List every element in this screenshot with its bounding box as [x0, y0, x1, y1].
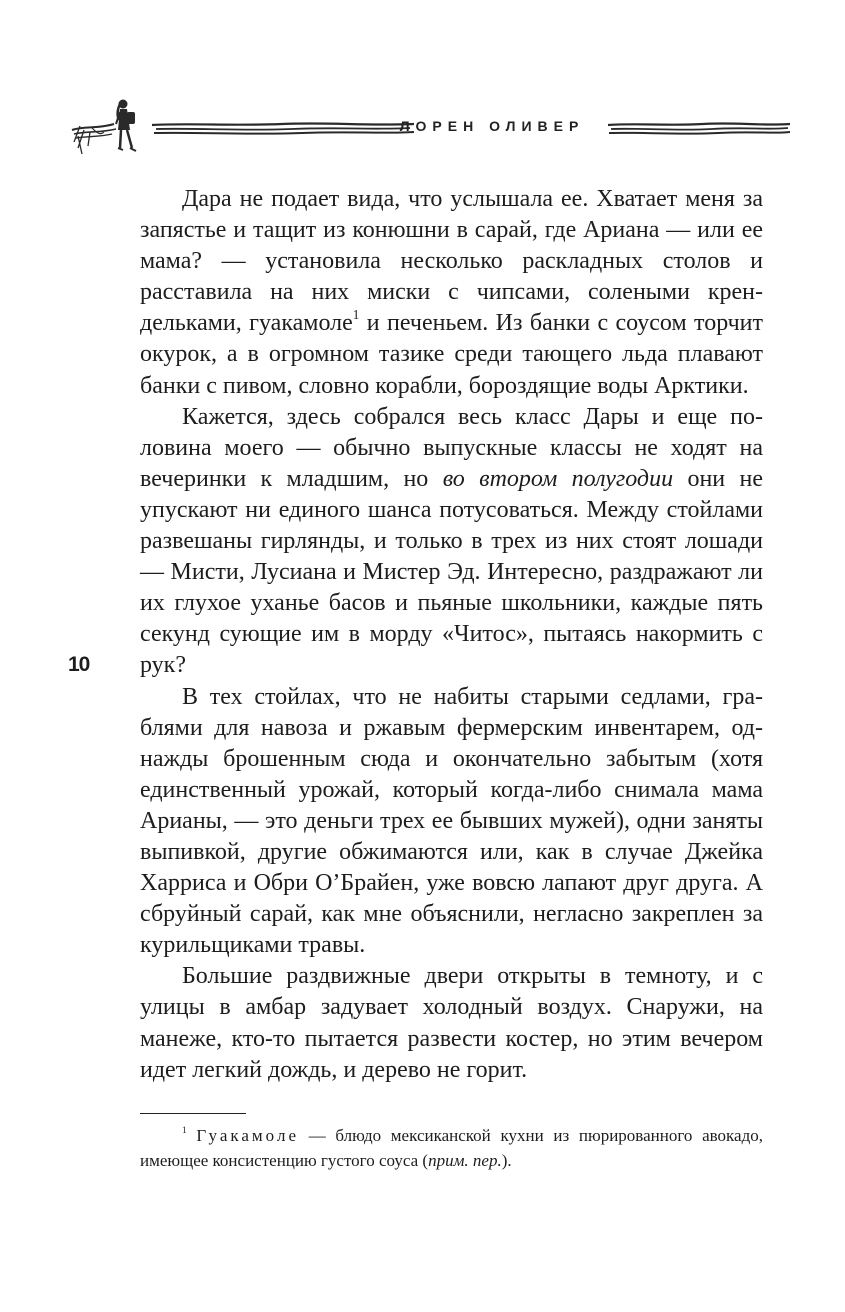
footnote-divider: [140, 1113, 246, 1114]
paragraph-text: Кажется, здесь собрался весь класс Дары и еще половина моего — обычно выпускные классы не ходят на вечеринки к младшим, но: [140, 403, 763, 492]
footnote-marker: 1: [182, 1126, 187, 1137]
footnote-reference: 1: [352, 307, 360, 323]
paragraph: [140, 682, 763, 962]
girl-with-backpack-icon: [70, 96, 148, 168]
paragraph-text: Дара не подает вида, что услышала ее. Хватает меня за запястье и тащит из конюшни в сарай, где Ариана — или ее мама? — установила несколько раскладных столов и расставила на них миски с чипсами, солеными крендельками, гуакамоле: [140, 186, 763, 337]
page-number: 10: [68, 653, 90, 676]
paragraph-text: В тех стойлах, что не набиты старыми седлами, граблями для навоза и ржавым фермерским инвентарем, однажды брошенным сюда и окончательно забытым (хотя единственный урожай, который когда-либо снимала мама Арианы, — это деньги трех ее бывших мужей), одни заняты выпивкой, другие обжимаются или, как в случае Джейка Харриса и Обри О’Брайен, уже вовсю лапают друг друга. А сбруйный сарай, как мне объяснили, негласно закреплен за курильщиками травы.: [140, 683, 763, 959]
paragraph: [140, 402, 763, 682]
decorative-rule-right: [608, 120, 790, 138]
paragraph: [140, 184, 763, 402]
footnote-text-end: ).: [501, 1151, 512, 1170]
footnote-text: — блюдо мексиканской кухни из пюрированного авокадо, имеющее консистенцию густого соуса (: [140, 1126, 763, 1170]
body-text: [140, 184, 763, 1086]
paragraph-text: Большие раздвижные двери открыты в темноту, и с улицы в амбар задувает холодный воздух. Снаружи, на манеже, кто-то пытается развести костер, но этим вечером идет легкий дождь, и дерево не горит.: [140, 963, 763, 1083]
footnote: [140, 1123, 763, 1173]
italic-phrase: во втором полугодии: [442, 465, 674, 492]
running-head-author: ЛОРЕН ОЛИВЕР: [399, 118, 585, 134]
footnote-italic: прим. пер.: [428, 1151, 502, 1170]
paragraph-text: и печеньем. Из банки с соусом торчит окурок, а в огромном тазике среди тающего льда плавают банки с пивом, словно корабли, бороздящие воды Арктики.: [140, 310, 763, 399]
decorative-rule-left: [152, 120, 414, 138]
footnote-term: Гуакамоле: [196, 1126, 299, 1145]
paragraph-text: они не упускают ни единого шанса потусоваться. Между стойлами развешаны гирлянды, и только в трех из них стоят лошади — Мисти, Лусиана и Мистер Эд. Интересно, раздражают ли их глухое уханье басов и пьяные школьники, каждые пять секунд сующие им в морду «Читос», пытаясь накормить с рук?: [140, 465, 763, 679]
paragraph: [140, 961, 763, 1085]
page-header: [70, 96, 790, 168]
